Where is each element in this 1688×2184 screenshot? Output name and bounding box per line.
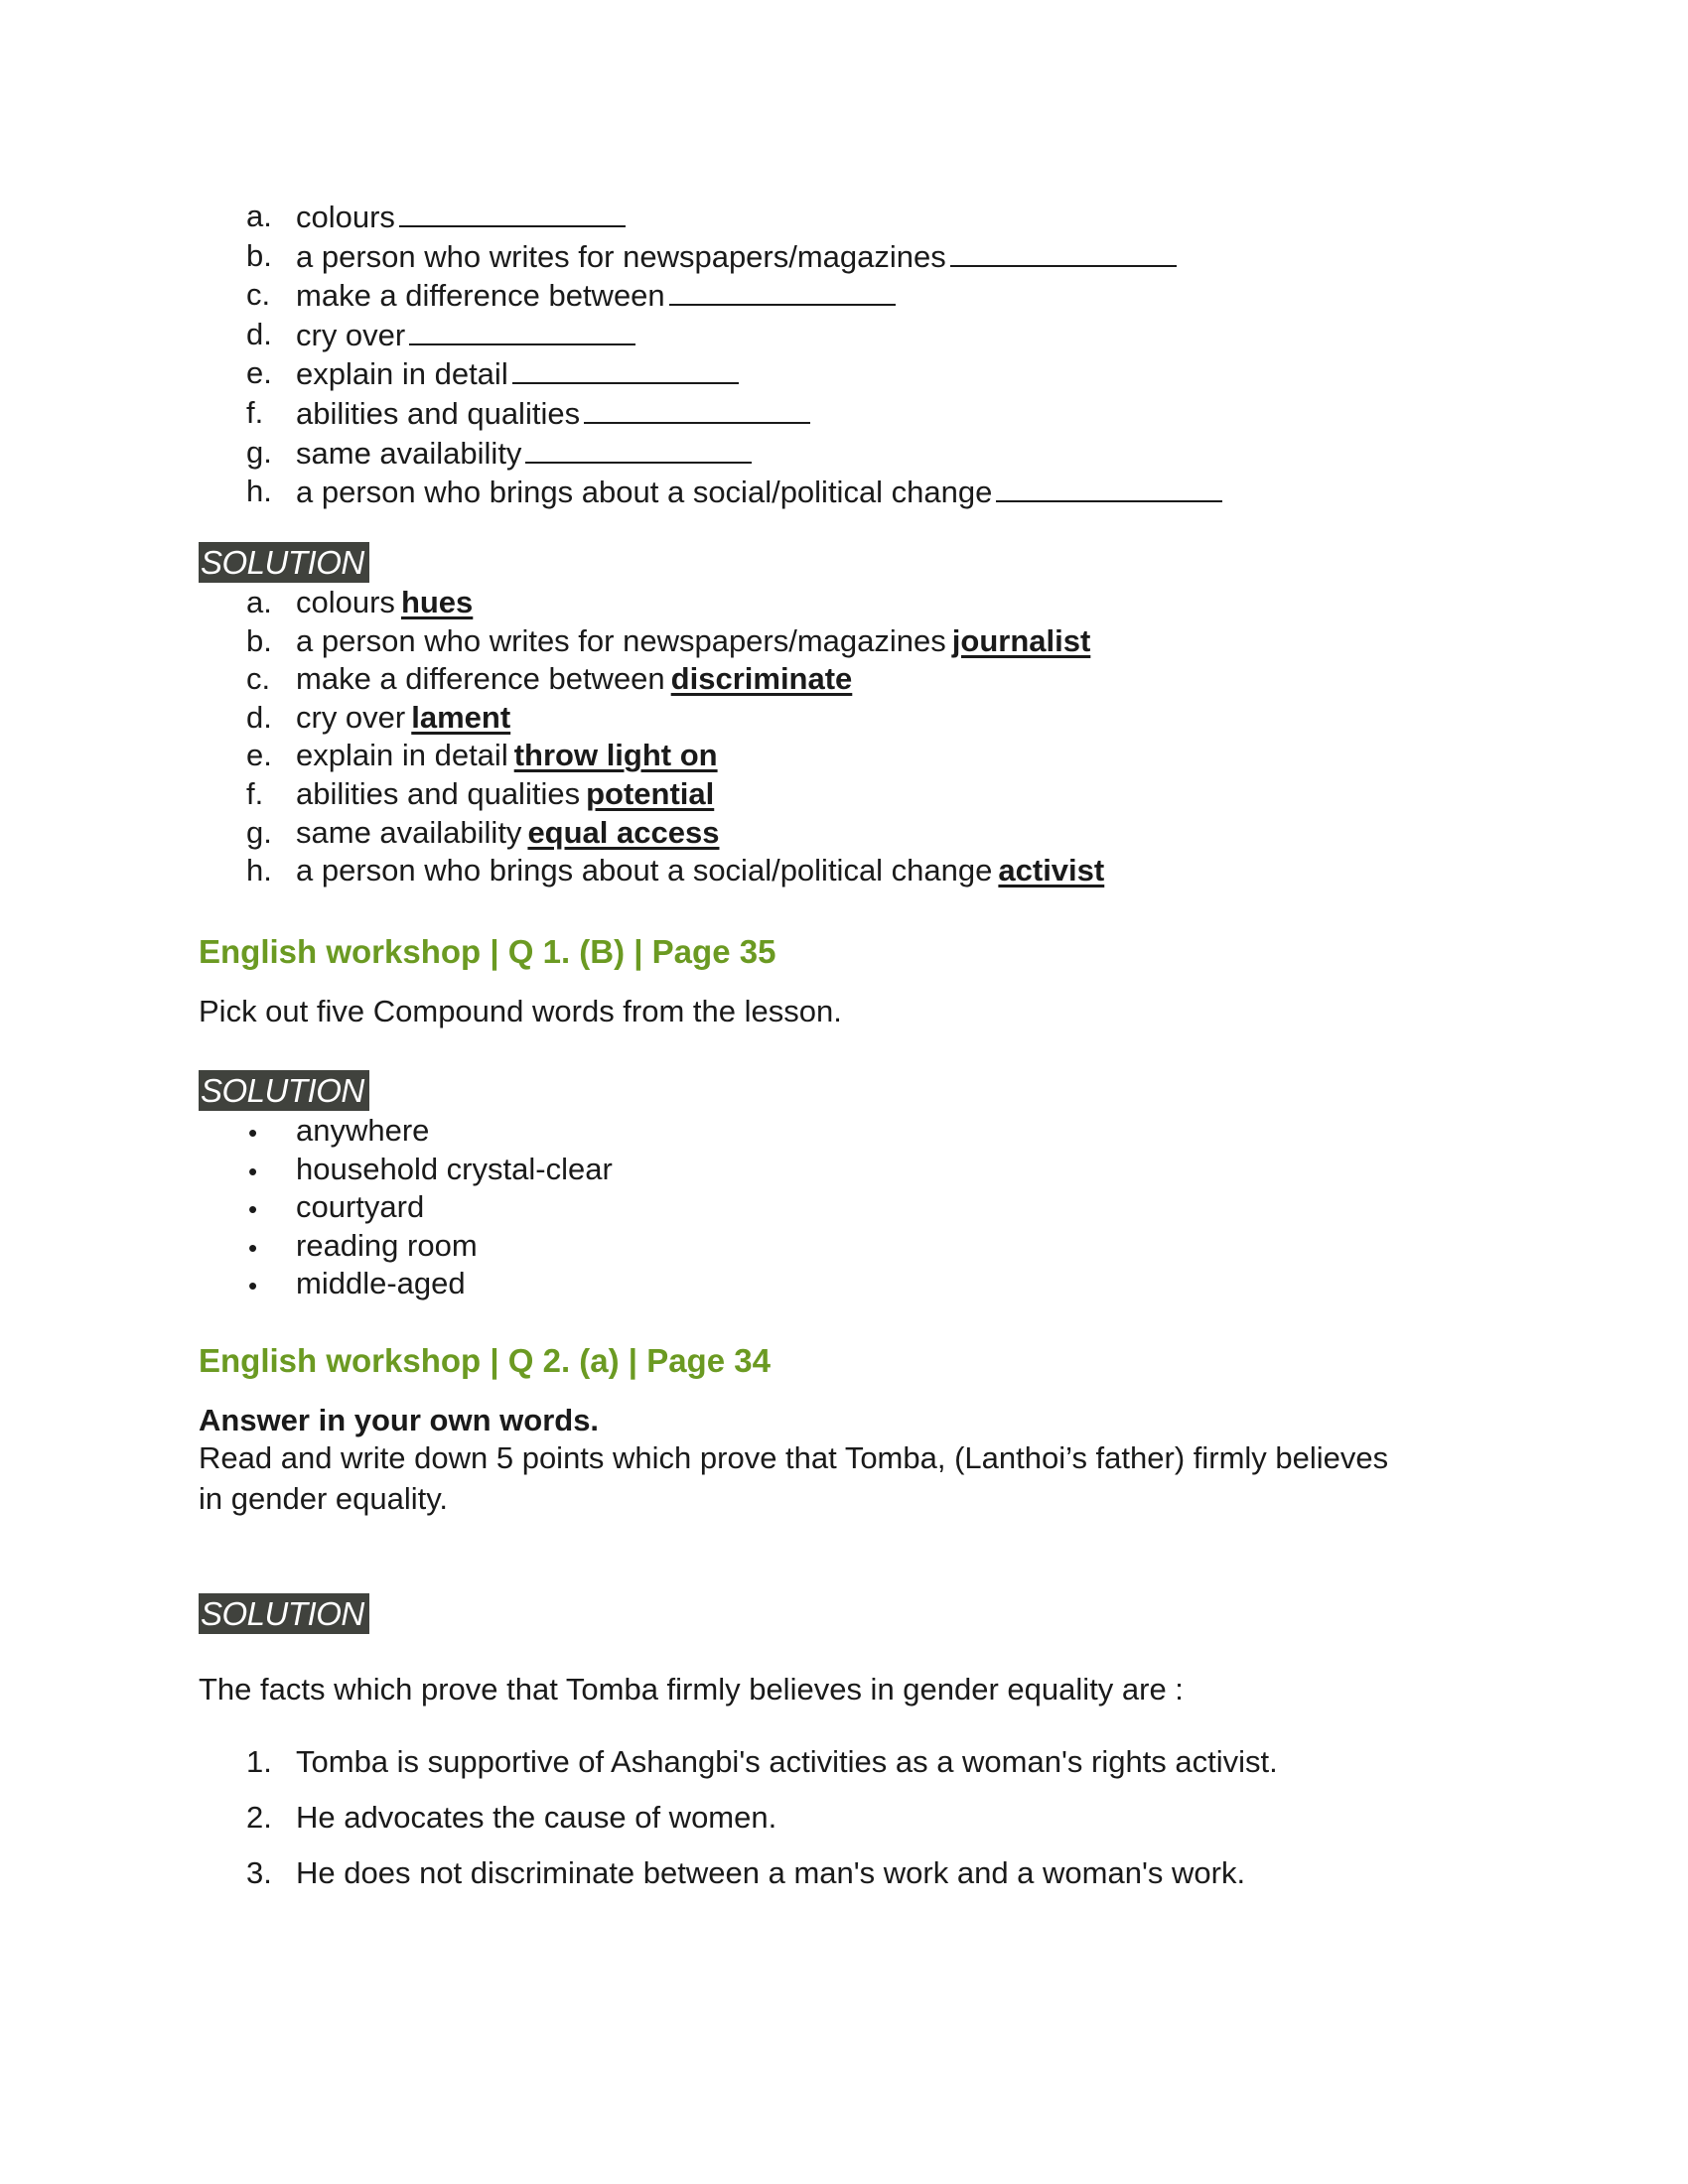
answer-word: discriminate <box>670 661 853 697</box>
bullet: • <box>248 1118 258 1148</box>
list-item: • middle-aged <box>246 1265 613 1303</box>
solution-badge: SOLUTION <box>199 1070 369 1111</box>
question-item: c. make a difference between <box>246 276 1222 316</box>
question-item: g. same availability <box>246 434 1222 474</box>
question-item: b. a person who writes for newspapers/magazines <box>246 237 1222 277</box>
answer-blank <box>399 198 626 227</box>
answer-item: g. same availability equal access <box>246 814 720 850</box>
answer-word: activist <box>998 853 1105 888</box>
answer-item: f. abilities and qualities potential <box>246 775 715 811</box>
question-text-line: Read and write down 5 points which prove that Tomba, (Lanthoi’s father) firmly believes <box>199 1440 1389 1475</box>
answer-item: e. explain in detail throw light on <box>246 738 718 773</box>
answer-blank <box>996 473 1222 502</box>
solution-badge: SOLUTION <box>199 1593 369 1634</box>
points-list <box>246 1734 1278 1901</box>
answer-word: journalist <box>951 622 1091 658</box>
section-heading: English workshop | Q 2. (a) | Page 34 <box>199 1342 771 1379</box>
list-item: • courtyard <box>246 1188 613 1227</box>
answer-blank <box>512 354 739 384</box>
list-item: • reading room <box>246 1227 613 1266</box>
list-item: 3. He does not discriminate between a man's work and a woman's work. <box>246 1855 1246 1890</box>
bullet: • <box>248 1156 258 1186</box>
solution-badge: SOLUTION <box>199 542 369 583</box>
answer-blank <box>950 237 1177 267</box>
answer-blank <box>584 394 810 424</box>
question-item: e. explain in detail <box>246 354 1222 394</box>
answer-list <box>246 584 1104 890</box>
answer-item: a. colours hues <box>246 585 474 619</box>
answer-word: potential <box>586 775 715 811</box>
compound-words-list <box>246 1112 613 1303</box>
list-item: • household crystal-clear <box>246 1151 613 1189</box>
section-heading: English workshop | Q 1. (B) | Page 35 <box>199 933 776 970</box>
question-item: a. colours <box>246 198 1222 237</box>
question-text-line: in gender equality. <box>199 1481 449 1516</box>
question-item: d. cry over <box>246 316 1222 355</box>
question-item: f. abilities and qualities <box>246 394 1222 434</box>
answer-item: b. a person who writes for newspapers/magazines journalist <box>246 622 1091 658</box>
answer-blank <box>669 276 896 306</box>
question-item: h. a person who brings about a social/political change <box>246 473 1222 512</box>
answer-item: d. cry over lament <box>246 699 511 735</box>
list-item: 2. He advocates the cause of women. <box>246 1800 777 1835</box>
answer-item: c. make a difference between discriminate <box>246 661 853 697</box>
question-list <box>246 198 1222 512</box>
answer-word: hues <box>400 585 474 619</box>
solution-intro: The facts which prove that Tomba firmly believes in gender equality are : <box>199 1672 1184 1706</box>
list-item: • anywhere <box>246 1112 613 1151</box>
answer-word: equal access <box>527 814 720 850</box>
question-text: Pick out five Compound words from the lesson. <box>199 994 842 1028</box>
answer-blank <box>409 316 635 345</box>
answer-word: lament <box>411 699 511 735</box>
bullet: • <box>248 1232 258 1263</box>
bullet: • <box>248 1271 258 1301</box>
instruction-text: Answer in your own words. <box>199 1403 600 1437</box>
bullet: • <box>248 1194 258 1225</box>
list-item: 1. Tomba is supportive of Ashangbi's activities as a woman's rights activist. <box>246 1744 1278 1779</box>
answer-blank <box>525 434 752 464</box>
answer-word: throw light on <box>513 738 718 773</box>
answer-item: h. a person who brings about a social/political change activist <box>246 853 1105 888</box>
